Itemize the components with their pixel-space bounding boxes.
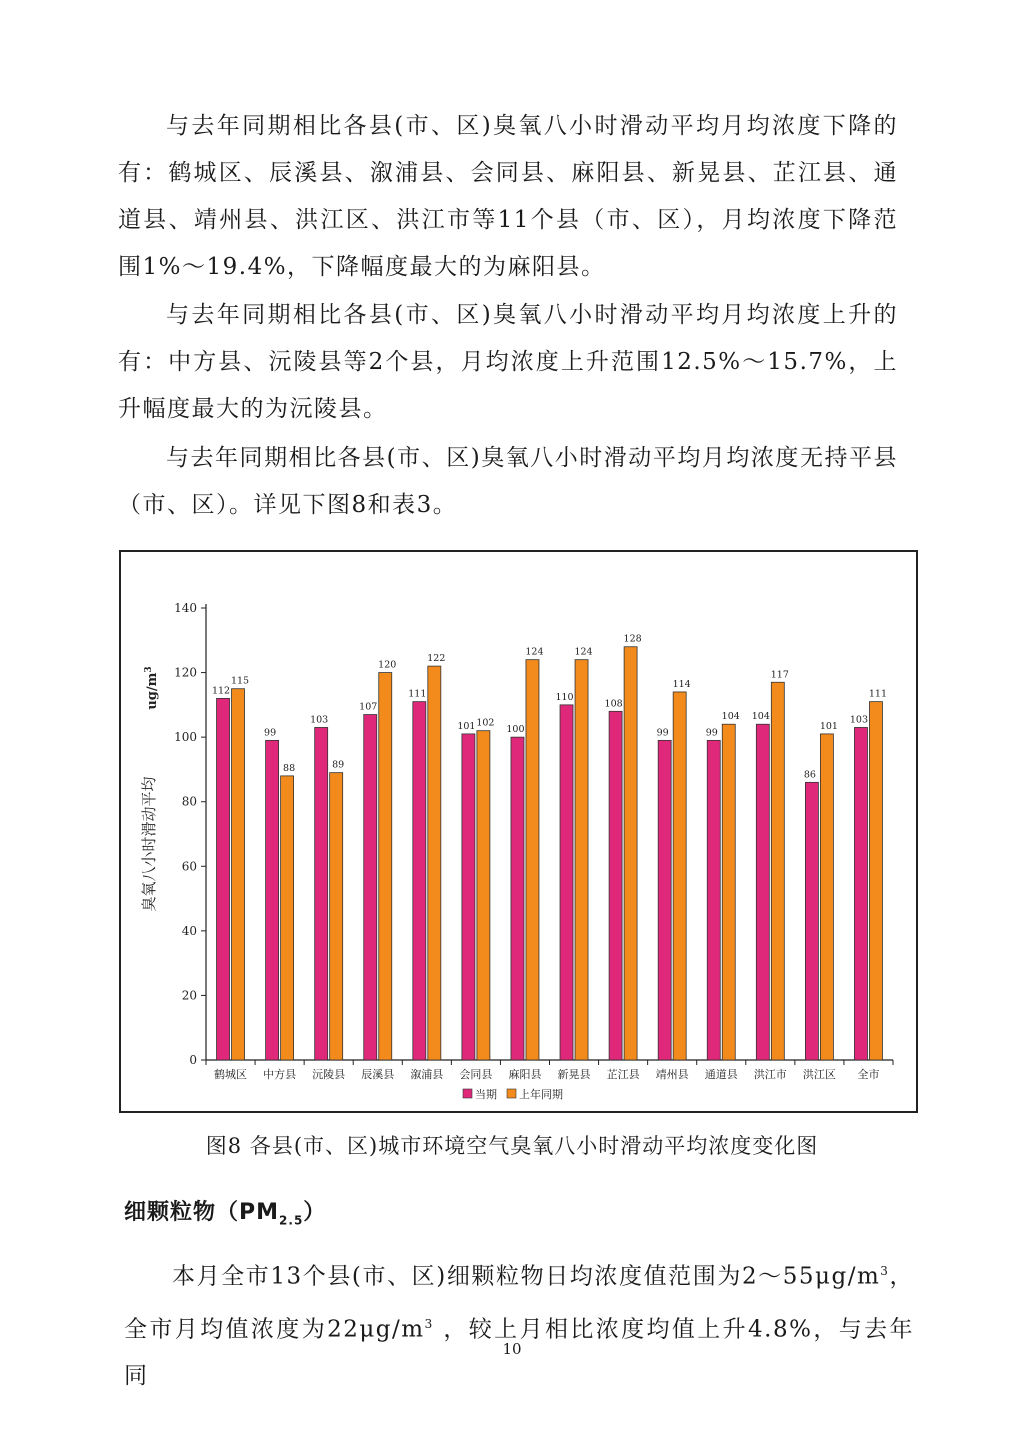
- data-label-current: 100: [506, 724, 525, 736]
- data-label-current: 101: [457, 720, 476, 732]
- x-tick-label: 靖州县: [655, 1068, 689, 1081]
- y-tick-label: 20: [181, 988, 197, 1003]
- x-tick-label: 中方县: [263, 1068, 297, 1081]
- data-label-current: 107: [359, 701, 378, 713]
- bar-current: [658, 740, 671, 1060]
- chart-canvas: [121, 552, 916, 1111]
- data-label-current: 99: [656, 727, 669, 739]
- y-axis-title: 臭氧八小时滑动平均: [140, 776, 158, 912]
- chart-ozone-comparison: [119, 550, 918, 1113]
- bar-last-year: [820, 734, 833, 1060]
- data-label-last-year: 88: [283, 762, 296, 774]
- data-label-last-year: 124: [525, 646, 544, 658]
- data-label-current: 108: [604, 698, 623, 710]
- data-label-last-year: 101: [819, 720, 838, 732]
- bar-last-year: [281, 776, 294, 1060]
- y-tick-label: 40: [181, 923, 197, 938]
- data-label-last-year: 114: [672, 678, 691, 690]
- pm25-sup-a: 3: [880, 1264, 890, 1278]
- x-tick-label: 新晃县: [557, 1068, 591, 1081]
- data-label-last-year: 122: [427, 653, 446, 665]
- bar-current: [805, 782, 818, 1060]
- data-label-current: 99: [264, 727, 277, 739]
- heading-main: 细颗粒物（PM: [124, 1200, 280, 1225]
- bar-current: [511, 737, 524, 1060]
- bar-current: [560, 705, 573, 1060]
- x-tick-label: 全市: [857, 1068, 880, 1081]
- data-label-current: 86: [803, 769, 816, 781]
- paragraph-ozone-flat: 与去年同期相比各县(市、区)臭氧八小时滑动平均月均浓度无持平县（市、区）。详见下图8和表3。: [118, 445, 898, 518]
- figure-caption: 图8 各县(市、区)城市环境空气臭氧八小时滑动平均浓度变化图: [205, 1134, 819, 1158]
- heading-subscript: 2.5: [279, 1213, 304, 1228]
- data-label-current: 99: [705, 727, 718, 739]
- data-label-last-year: 128: [623, 633, 642, 645]
- data-label-last-year: 102: [476, 717, 495, 729]
- data-label-current: 103: [849, 714, 869, 726]
- x-tick-label: 洪江市: [753, 1068, 787, 1081]
- y-tick-label: 80: [181, 794, 197, 809]
- legend-label: 当期: [475, 1088, 497, 1101]
- x-tick-label: 溆浦县: [410, 1068, 444, 1081]
- data-label-last-year: 124: [574, 646, 593, 658]
- data-label-current: 112: [211, 685, 231, 697]
- data-label-last-year: 120: [378, 659, 397, 671]
- bar-last-year: [624, 647, 637, 1060]
- legend-swatch: [463, 1089, 472, 1098]
- data-label-current: 103: [310, 714, 329, 726]
- bar-last-year: [771, 682, 784, 1060]
- bar-last-year: [575, 660, 588, 1060]
- x-tick-label: 鹤城区: [214, 1068, 248, 1081]
- paragraph-ozone-decrease: 与去年同期相比各县(市、区)臭氧八小时滑动平均月均浓度下降的有：鹤城区、辰溪县、溆浦县、会同县、麻阳县、新晃县、芷江县、通道县、靖州县、洪江区、洪江市等11个县（市、区），月均浓度下降范围1%～19.4%，下降幅度最大的为麻阳县。: [118, 113, 898, 280]
- data-label-current: 104: [751, 711, 770, 723]
- y-tick-label: 120: [174, 665, 197, 680]
- bar-last-year: [232, 689, 245, 1060]
- bar-last-year: [428, 666, 441, 1060]
- x-tick-label: 通道县: [704, 1068, 738, 1081]
- bar-last-year: [722, 724, 735, 1060]
- paragraph-pm25: [124, 1248, 914, 1400]
- bar-current: [266, 740, 279, 1060]
- x-tick-label: 麻阳县: [508, 1068, 542, 1081]
- section-heading-pm25: [124, 1195, 326, 1227]
- data-label-last-year: 111: [868, 688, 888, 700]
- data-label-current: 111: [408, 688, 427, 700]
- legend-label: 上年同期: [519, 1088, 563, 1101]
- bar-last-year: [526, 660, 539, 1060]
- y-axis-unit-sup: 3: [144, 666, 154, 673]
- data-label-last-year: 89: [332, 759, 345, 771]
- x-tick-label: 芷江县: [606, 1068, 640, 1081]
- bar-current: [609, 711, 622, 1060]
- x-tick-label: 辰溪县: [361, 1068, 395, 1081]
- page-number: 10: [502, 1340, 522, 1358]
- bar-current: [413, 702, 426, 1060]
- bar-last-year: [869, 702, 882, 1060]
- bar-last-year: [379, 673, 392, 1060]
- bar-last-year: [673, 692, 686, 1060]
- pm25-text-b: ，全市月均值浓度为22μg/m: [124, 1263, 914, 1343]
- bar-current: [364, 715, 377, 1060]
- pm25-text-c: ，较上月相比浓度均值上升4.8%，与去年同: [124, 1316, 914, 1390]
- y-tick-label: 0: [189, 1053, 197, 1067]
- x-tick-label: 沅陵县: [312, 1068, 346, 1081]
- bar-last-year: [330, 773, 343, 1060]
- bar-current: [315, 727, 328, 1060]
- data-label-last-year: 117: [770, 669, 789, 681]
- legend-swatch: [507, 1089, 516, 1098]
- bar-current: [217, 698, 230, 1060]
- y-tick-label: 140: [174, 601, 197, 615]
- bar-last-year: [477, 731, 490, 1060]
- paragraph-ozone-increase: 与去年同期相比各县(市、区)臭氧八小时滑动平均月均浓度上升的有：中方县、沅陵县等2个县，月均浓度上升范围12.5%～15.7%，上升幅度最大的为沅陵县。: [118, 302, 898, 422]
- data-label-current: 110: [555, 691, 574, 703]
- data-label-last-year: 104: [721, 711, 740, 723]
- heading-close: ）: [303, 1200, 327, 1225]
- x-tick-label: 洪江区: [802, 1068, 836, 1081]
- y-axis-unit: $ug/m^3$: [144, 666, 160, 710]
- bar-current: [756, 724, 769, 1060]
- x-tick-label: 会同县: [459, 1068, 493, 1081]
- bar-current: [854, 727, 867, 1060]
- pm25-sup-b: 3: [424, 1316, 434, 1331]
- bar-current: [707, 740, 720, 1060]
- pm25-text-a: 本月全市13个县(市、区)细颗粒物日均浓度值范围为2～55μg/m: [172, 1263, 881, 1290]
- data-label-last-year: 115: [230, 675, 250, 687]
- bar-current: [462, 734, 475, 1060]
- y-tick-label: 100: [174, 730, 197, 745]
- y-tick-label: 60: [181, 859, 197, 874]
